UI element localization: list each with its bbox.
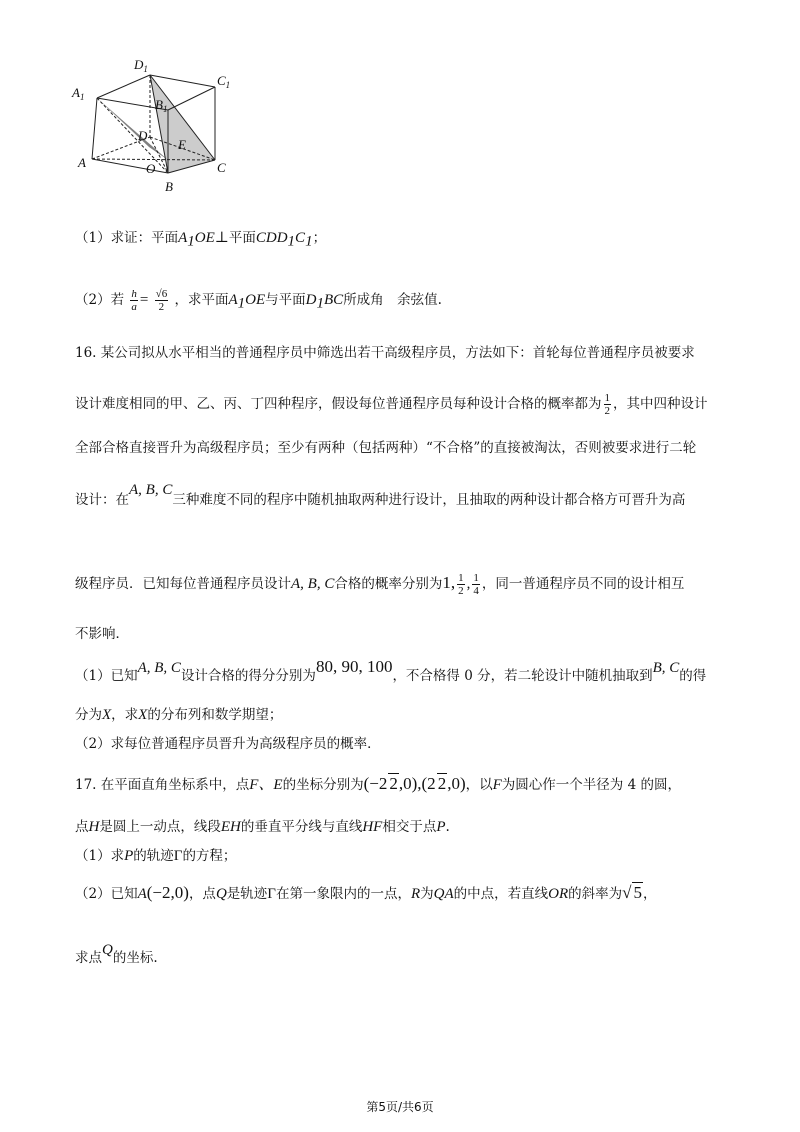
cube-figure [70, 55, 240, 205]
p16-q2: （2）求每位普通程序员晋升为高级程序员的概率． [75, 736, 381, 752]
p17-q3: 求点Q的坐标. [75, 942, 158, 966]
label-b1: $B_1$ [155, 97, 168, 114]
label-e: E [178, 137, 186, 152]
p17-q1: （1）求P的轨迹Γ的方程； [75, 848, 237, 864]
label-c1: $C_1$ [217, 73, 231, 90]
label-b: B [165, 179, 173, 194]
shaded-plane-d1bc [150, 75, 215, 173]
p17-line2: 点H是圆上一动点，线段EH的垂直平分线与直线HF相交于点P. [75, 819, 450, 835]
label-o: O [146, 161, 156, 176]
p16-q1-line2: 分为X，求X的分布列和数学期望； [75, 707, 283, 723]
p17-q2: （2）已知A(−2,0)，点Q是轨迹Γ在第一象限内的一点，R为QA的中点，若直线OR的斜率为√ 5， [75, 883, 657, 902]
p16-line3: 全部合格直接晋升为高级程序员；至少有两种（包括两种）“不合格”的直接被淘汰，否则被要求进行二轮 [75, 440, 697, 456]
label-d1: $D_1$ [134, 57, 148, 74]
p16-q1-line1: （1）已知A, B, C设计合格的得分分别为80, 90, 100，不合格得 0 分，若二轮设计中随机抽取到B, C的得 [75, 657, 707, 684]
p16-line5: 级程序员．已知每位普通程序员设计A, B, C合格的概率分别为1, $\frac{1}{2}$ , $\frac{1}{4}$ ，同一普通程序员不同的设计相互 [75, 572, 685, 597]
p16-line4: 设计：在A, B, C三种难度不同的程序中随机抽取两种进行设计，且抽取的两种设计都合格方可晋升为高 [75, 482, 686, 508]
p16-line1: 16. 某公司拟从水平相当的普通程序员中筛选出若干高级程序员，方法如下：首轮每位普通程序员被要求 [75, 345, 695, 361]
p15-q2: （2）若 $\frac{h}{a}$ = $\frac{√6}{2}$ ，求平面$A_1OE$与平面$D_1BC$所成角 余弦值. [75, 288, 442, 313]
p16-line2: 设计难度相同的甲、乙、丙、丁四种程序，假设每位普通程序员每种设计合格的概率都为 $\frac{1}{2}$ ，其中四种设计 [75, 392, 708, 417]
p17-line1: 17. 在平面直角坐标系中，点F、E的坐标分别为(−2 2,0),(2 2,0)，以F为圆心作一个半径为 4 的圆， [75, 774, 681, 793]
label-d: D [138, 128, 148, 143]
p15-q1: （1）求证：平面$A_1OE\perp$平面$CDD_1C_1$； [75, 230, 327, 250]
p16-line6: 不影响． [75, 626, 129, 642]
label-a1: $A_1$ [72, 85, 85, 102]
label-a: A [78, 155, 86, 170]
page-footer: 第5页/共6页 [366, 1100, 434, 1114]
label-c: C [217, 160, 226, 175]
